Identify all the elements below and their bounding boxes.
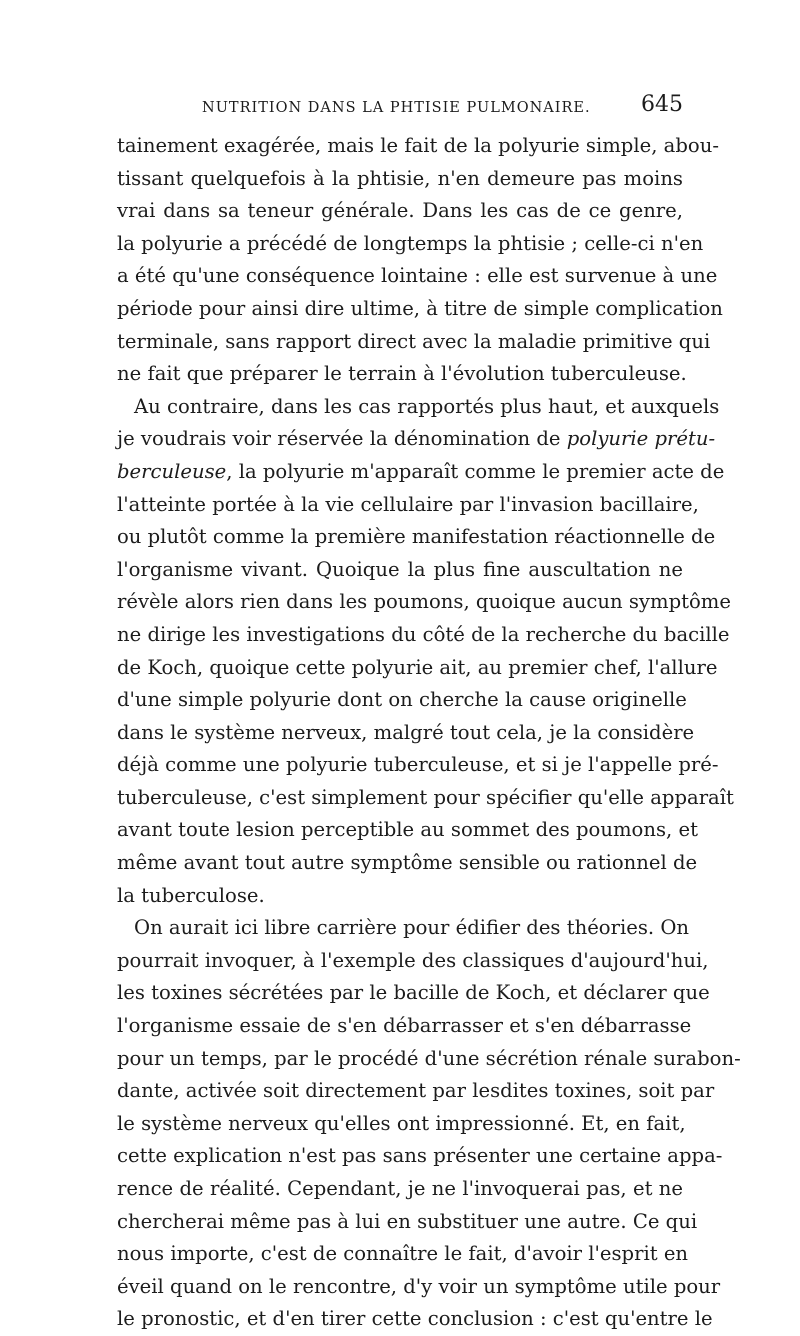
text-line: l'organisme vivant. Quoique la plus fine auscultation ne xyxy=(117,557,683,581)
text-line: tissant quelquefois à la phtisie, n'en demeure pas moins xyxy=(117,166,683,190)
text-line: ou plutôt comme la première manifestation réactionnelle de xyxy=(117,525,716,549)
page-number: 645 xyxy=(641,92,683,117)
text-line: rence de réalité. Cependant, je ne l'invoquerai pas, et ne xyxy=(117,1177,683,1200)
text-line: dans le système nerveux, malgré tout cela, je la considère xyxy=(117,720,695,744)
running-head xyxy=(117,92,683,122)
text-line: l'organisme essaie de s'en débarrasser et s'en débarrasse xyxy=(117,1014,692,1038)
text-line: vrai dans sa teneur générale. Dans les cas de ce genre, xyxy=(117,199,683,223)
text-line: pourrait invoquer, à l'exemple des classiques d'aujourd'hui, xyxy=(117,948,709,972)
text-line: la tuberculose. xyxy=(117,883,265,907)
text-line: a été qu'une conséquence lointaine : elle est survenue à une xyxy=(117,264,718,288)
italic-term: polyurie prétu- xyxy=(566,427,716,451)
text-line: tainement exagérée, mais le fait de la polyurie simple, abou- xyxy=(117,134,719,157)
italic-term: berculeuse xyxy=(117,459,227,483)
text-line: nous importe, c'est de connaître le fait, d'avoir l'esprit en xyxy=(117,1242,689,1266)
text-line: période pour ainsi dire ultime, à titre de simple complication xyxy=(117,296,723,320)
text-fragment: je voudrais voir réservée la dénomination de xyxy=(117,427,567,451)
text-line: terminale, sans rapport direct avec la maladie primitive qui xyxy=(117,329,711,353)
text-line: les toxines sécrétées par le bacille de Koch, et déclarer que xyxy=(117,981,710,1005)
text-fragment: , la polyurie m'apparaît comme le premier acte de xyxy=(226,459,725,483)
text-line xyxy=(117,456,725,489)
text-line: révèle alors rien dans les poumons, quoique aucun symptôme xyxy=(117,590,731,614)
text-line: déjà comme une polyurie tuberculeuse, et si je l'appelle pré- xyxy=(117,753,719,777)
text-line: éveil quand on le rencontre, d'y voir un symptôme utile pour xyxy=(117,1274,721,1298)
text-line: cette explication n'est pas sans présenter une certaine appa- xyxy=(117,1144,723,1168)
text-line: ne fait que préparer le terrain à l'évolution tuberculeuse. xyxy=(117,362,687,386)
text-line: avant toute lesion perceptible au sommet des poumons, et xyxy=(117,818,698,842)
text-line xyxy=(117,423,716,456)
text-line: l'atteinte portée à la vie cellulaire par l'invasion bacillaire, xyxy=(117,492,699,516)
running-head-title: NUTRITION DANS LA PHTISIE PULMONAIRE. xyxy=(202,100,591,116)
text-line: de Koch, quoique cette polyurie ait, au premier chef, l'allure xyxy=(117,655,718,679)
text-line: tuberculeuse, c'est simplement pour spécifier qu'elle apparaît xyxy=(117,785,734,809)
text-line: ne dirige les investigations du côté de la recherche du bacille xyxy=(117,622,730,646)
text-line: le pronostic, et d'en tirer cette conclusion : c'est qu'entre le xyxy=(117,1307,713,1331)
text-line: le système nerveux qu'elles ont impressionné. Et, en fait, xyxy=(117,1111,686,1135)
text-line: On aurait ici libre carrière pour édifier des théories. On xyxy=(134,916,690,940)
text-line: pour un temps, par le procédé d'une sécrétion rénale surabon- xyxy=(117,1046,741,1070)
text-line: chercherai même pas à lui en substituer une autre. Ce qui xyxy=(117,1209,698,1233)
text-line: la polyurie a précédé de longtemps la phtisie ; celle-ci n'en xyxy=(117,231,704,255)
text-line: Au contraire, dans les cas rapportés plus haut, et auxquels xyxy=(134,394,720,418)
text-line: dante, activée soit directement par lesdites toxines, soit par xyxy=(117,1079,715,1103)
body-text xyxy=(117,130,741,1336)
text-line: d'une simple polyurie dont on cherche la cause originelle xyxy=(117,688,687,712)
text-line: même avant tout autre symptôme sensible ou rationnel de xyxy=(117,851,698,875)
